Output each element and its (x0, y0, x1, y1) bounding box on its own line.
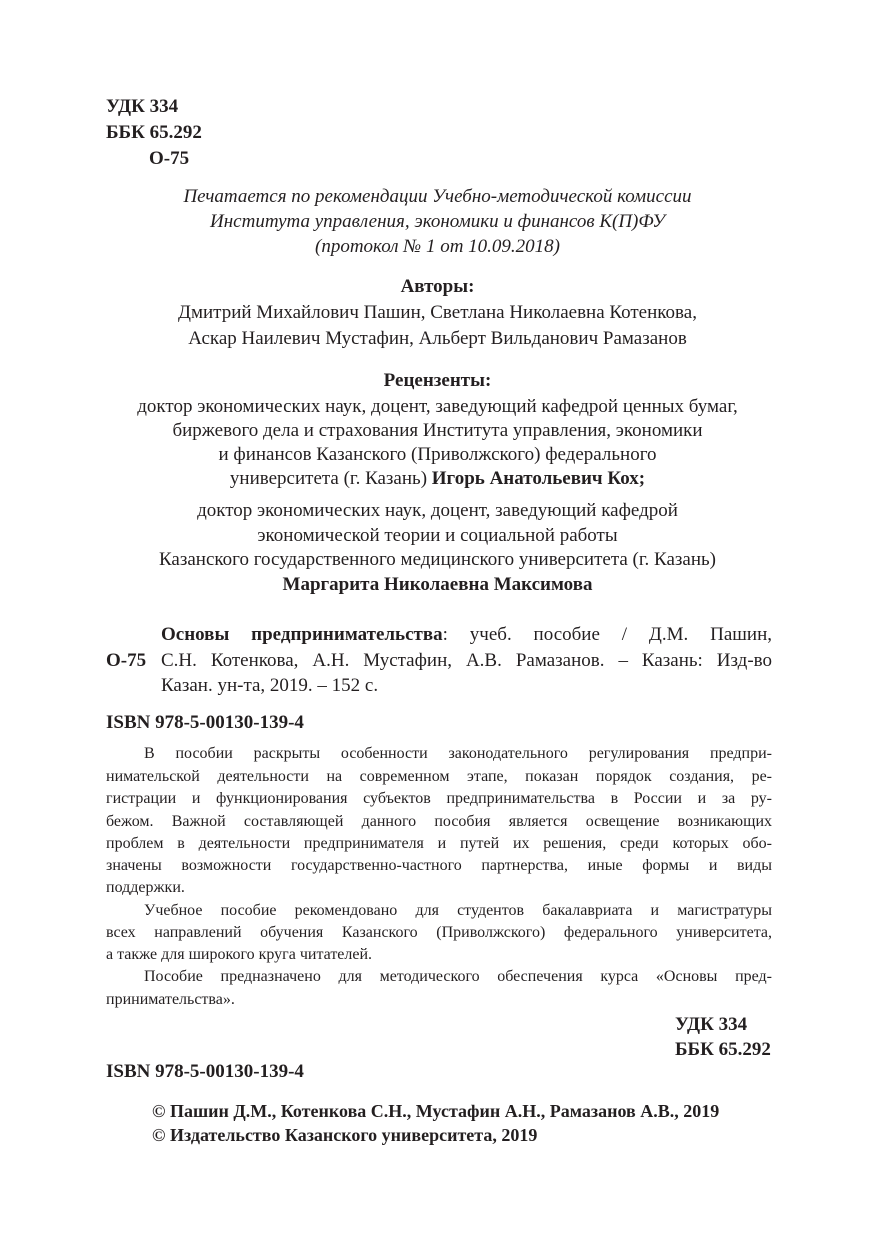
reviewer-line: и финансов Казанского (Приволжского) федерального (218, 444, 657, 465)
abstract-line: принимательства». (106, 991, 235, 1008)
abstract-line: значены возможности государственно-частного партнерства, иные формы и виды (106, 857, 772, 874)
bibliography-description: : учеб. пособие / Д.М. Пашин, (442, 624, 773, 645)
abstract-line: гистрации и функционирования субъектов предпринимательства в России и за ру- (106, 790, 772, 807)
bibliography-line: Казан. ун-та, 2019. – 152 с. (161, 675, 379, 696)
reviewer-name: Игорь Анатольевич Кох; (431, 468, 646, 489)
reviewer-line: доктор экономических наук, доцент, заведующий кафедрой (197, 500, 678, 521)
abstract-line: Учебное пособие рекомендовано для студентов бакалавриата и магистратуры (144, 902, 772, 919)
reviewer-line: Казанского государственного медицинского университета (г. Казань) (159, 549, 716, 570)
book-title: Основы предпринимательства (161, 624, 443, 645)
recommendation-line: (протокол № 1 от 10.09.2018) (315, 236, 560, 257)
copyright-authors: © Пашин Д.М., Котенкова С.Н., Мустафин А.Н., Рамазанов А.В., 2019 (152, 1101, 720, 1121)
authors-line: Аскар Наилевич Мустафин, Альберт Вильданович Рамазанов (188, 328, 687, 349)
isbn: ISBN 978-5-00130-139-4 (106, 712, 304, 733)
authors-heading: Авторы: (400, 276, 475, 297)
abstract-line: проблем в деятельности предпринимателя и путей их решения, среди которых обо- (106, 835, 772, 852)
abstract-line: нимательской деятельности на современном этапе, показан порядок создания, ре- (106, 768, 772, 785)
authors-line: Дмитрий Михайлович Пашин, Светлана Николаевна Котенкова, (178, 302, 697, 323)
udk-code: УДК 334 (675, 1014, 748, 1035)
bbk-code: ББК 65.292 (106, 122, 202, 143)
reviewer-line (0, 468, 875, 490)
abstract-line: а также для широкого круга читателей. (106, 946, 373, 963)
reviewer-affiliation: университета (г. Казань) (229, 468, 432, 489)
reviewer-name: Маргарита Николаевна Максимова (282, 574, 593, 595)
recommendation-line: Института управления, экономики и финансов К(П)ФУ (210, 211, 665, 232)
recommendation-line: Печатается по рекомендации Учебно-методической комиссии (183, 186, 692, 207)
reviewers-heading: Рецензенты: (383, 370, 492, 391)
bbk-code: ББК 65.292 (675, 1039, 771, 1060)
bibliography-line (161, 624, 772, 646)
bibliography-line: С.Н. Котенкова, А.Н. Мустафин, А.В. Рамазанов. – Казань: Изд-во (161, 650, 772, 671)
author-mark: О-75 (149, 148, 190, 169)
reviewer-line: доктор экономических наук, доцент, заведующий кафедрой ценных бумаг, (137, 396, 738, 417)
abstract-line: поддержки. (106, 879, 185, 896)
udk-code: УДК 334 (106, 96, 179, 117)
author-mark: О-75 (106, 650, 147, 671)
copyright-publisher: © Издательство Казанского университета, 2019 (152, 1125, 538, 1145)
abstract-line: Пособие предназначено для методического обеспечения курса «Основы пред- (144, 968, 772, 985)
reviewer-line: экономической теории и социальной работы (257, 525, 618, 546)
abstract-line: всех направлений обучения Казанского (Приволжского) федерального университета, (106, 924, 772, 941)
reviewer-line: биржевого дела и страхования Института управления, экономики (172, 420, 703, 441)
isbn: ISBN 978-5-00130-139-4 (106, 1061, 304, 1082)
abstract-line: бежом. Важной составляющей данного пособия является освещение возникающих (106, 813, 772, 830)
abstract-line: В пособии раскрыты особенности законодательного регулирования предпри- (144, 745, 772, 762)
